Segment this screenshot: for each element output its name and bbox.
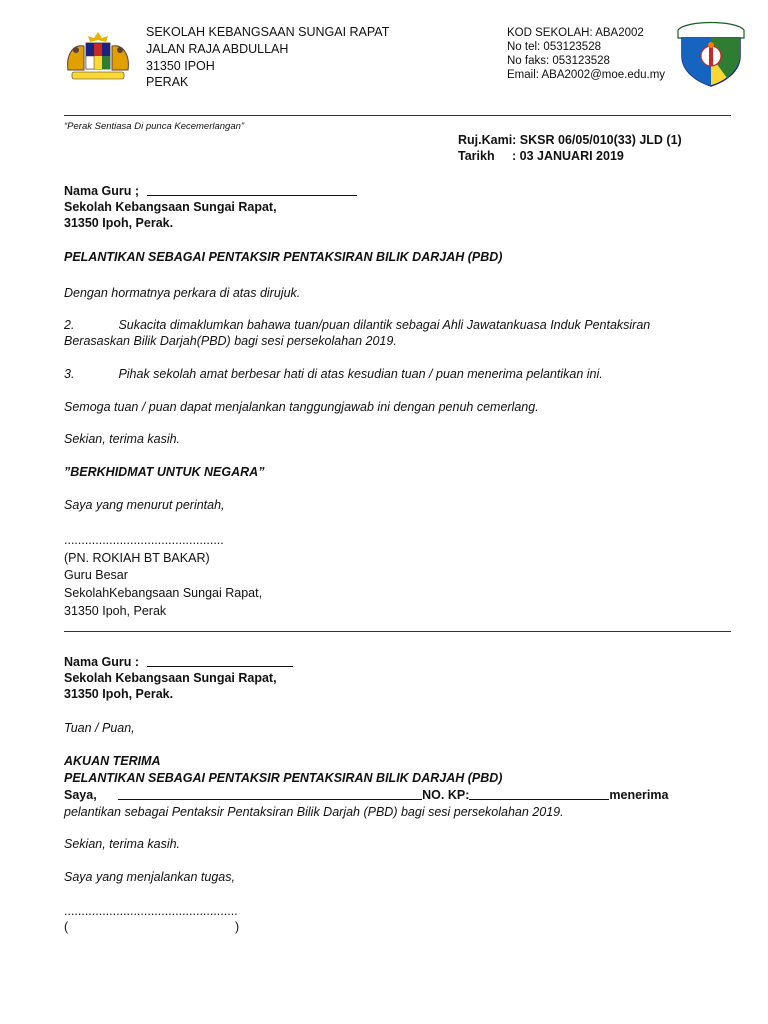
acceptance-signature-line: ..................................................	[64, 904, 238, 918]
school-address-line-2: 31350 IPOH	[146, 59, 215, 73]
recipient-address: 31350 Ipoh, Perak.	[64, 216, 174, 230]
acceptance-saya-blank[interactable]	[118, 787, 422, 800]
school-address-line-1: JALAN RAJA ABDULLAH	[146, 42, 289, 56]
letter-subject: PELANTIKAN SEBAGAI PENTAKSIR PENTAKSIRAN BILIK DARJAH (PBD)	[64, 250, 503, 264]
signer-address: 31350 Ipoh, Perak	[64, 604, 167, 618]
sign-intro: Saya yang menurut perintah,	[64, 498, 225, 512]
paragraph-2-line-2: Berasaskan Bilik Darjah(PBD) bagi sesi persekolahan 2019.	[64, 334, 397, 348]
paragraph-3-number: 3.	[64, 367, 75, 381]
acceptance-no-kp-label: NO. KP:	[422, 788, 470, 802]
school-name: SEKOLAH KEBANGSAAN SUNGAI RAPAT	[146, 25, 390, 39]
acceptance-saya-label: Saya,	[64, 788, 97, 802]
recipient-name-blank[interactable]	[147, 183, 357, 196]
acceptance-salutation: Tuan / Puan,	[64, 721, 135, 735]
date-value: : 03 JANUARI 2019	[512, 149, 624, 163]
recipient-name-label-text: Nama Guru ;	[64, 184, 140, 198]
signer-school: SekolahKebangsaan Sungai Rapat,	[64, 586, 263, 600]
school-address-line-3: PERAK	[146, 75, 189, 89]
acceptance-name-label-text: Nama Guru :	[64, 655, 140, 669]
recipient-school: Sekolah Kebangsaan Sungai Rapat,	[64, 200, 277, 214]
date-label: Tarikh	[458, 149, 495, 163]
signer-name: (PN. ROKIAH BT BAKAR)	[64, 551, 210, 565]
acceptance-school: Sekolah Kebangsaan Sungai Rapat,	[64, 671, 277, 685]
school-phone: No tel: 053123528	[507, 41, 601, 53]
acceptance-subject: PELANTIKAN SEBAGAI PENTAKSIR PENTAKSIRAN BILIK DARJAH (PBD)	[64, 771, 503, 785]
recipient-name-label	[64, 183, 357, 199]
acceptance-paren-open: (	[64, 920, 69, 934]
acceptance-sign-intro: Saya yang menjalankan tugas,	[64, 870, 235, 884]
acceptance-body-line-2: pelantikan sebagai Pentaksir Pentaksiran Bilik Darjah (PBD) bagi sesi persekolahan 2019.	[64, 805, 564, 819]
paragraph-2-line-1	[64, 317, 650, 333]
acceptance-menerima-label: menerima	[609, 788, 669, 802]
motto: “Perak Sentiasa Di punca Kecemerlangan”	[64, 121, 245, 132]
paragraph-2-number: 2.	[64, 318, 75, 332]
school-code: KOD SEKOLAH: ABA2002	[507, 27, 644, 39]
acceptance-body-line-1	[64, 787, 668, 803]
hope-sentence: Semoga tuan / puan dapat menjalankan tanggungjawab ini dengan penuh cemerlang.	[64, 400, 539, 414]
school-fax: No faks: 053123528	[507, 55, 610, 67]
tear-off-divider	[64, 631, 731, 632]
paragraph-2-text-1: Sukacita dimaklumkan bahawa tuan/puan dilantik sebagai Ahli Jawatankuasa Induk Pentaksiran	[118, 318, 651, 332]
school-badge-icon	[672, 16, 750, 88]
acceptance-name-label	[64, 654, 293, 670]
acceptance-address: 31350 Ipoh, Perak.	[64, 687, 174, 701]
acceptance-title: AKUAN TERIMA	[64, 754, 161, 768]
school-email: Email: ABA2002@moe.edu.my	[507, 69, 666, 81]
signature-line: ..............................................	[64, 533, 224, 547]
acceptance-name-blank[interactable]	[147, 654, 293, 667]
reference-number: Ruj.Kami: SKSR 06/05/010(33) JLD (1)	[458, 133, 682, 147]
slogan: ”BERKHIDMAT UNTUK NEGARA”	[64, 465, 265, 479]
greeting: Dengan hormatnya perkara di atas dirujuk.	[64, 286, 301, 300]
paragraph-3-text: Pihak sekolah amat berbesar hati di atas kesudian tuan / puan menerima pelantikan ini.	[118, 367, 603, 381]
paragraph-3	[64, 366, 603, 382]
signer-title: Guru Besar	[64, 568, 128, 582]
closing-sentence: Sekian, terima kasih.	[64, 432, 181, 446]
acceptance-closing: Sekian, terima kasih.	[64, 837, 181, 851]
acceptance-no-kp-blank[interactable]	[469, 787, 609, 800]
malaysia-coat-of-arms-icon	[62, 30, 134, 86]
acceptance-paren-close: )	[235, 920, 240, 934]
header-divider	[64, 115, 731, 116]
